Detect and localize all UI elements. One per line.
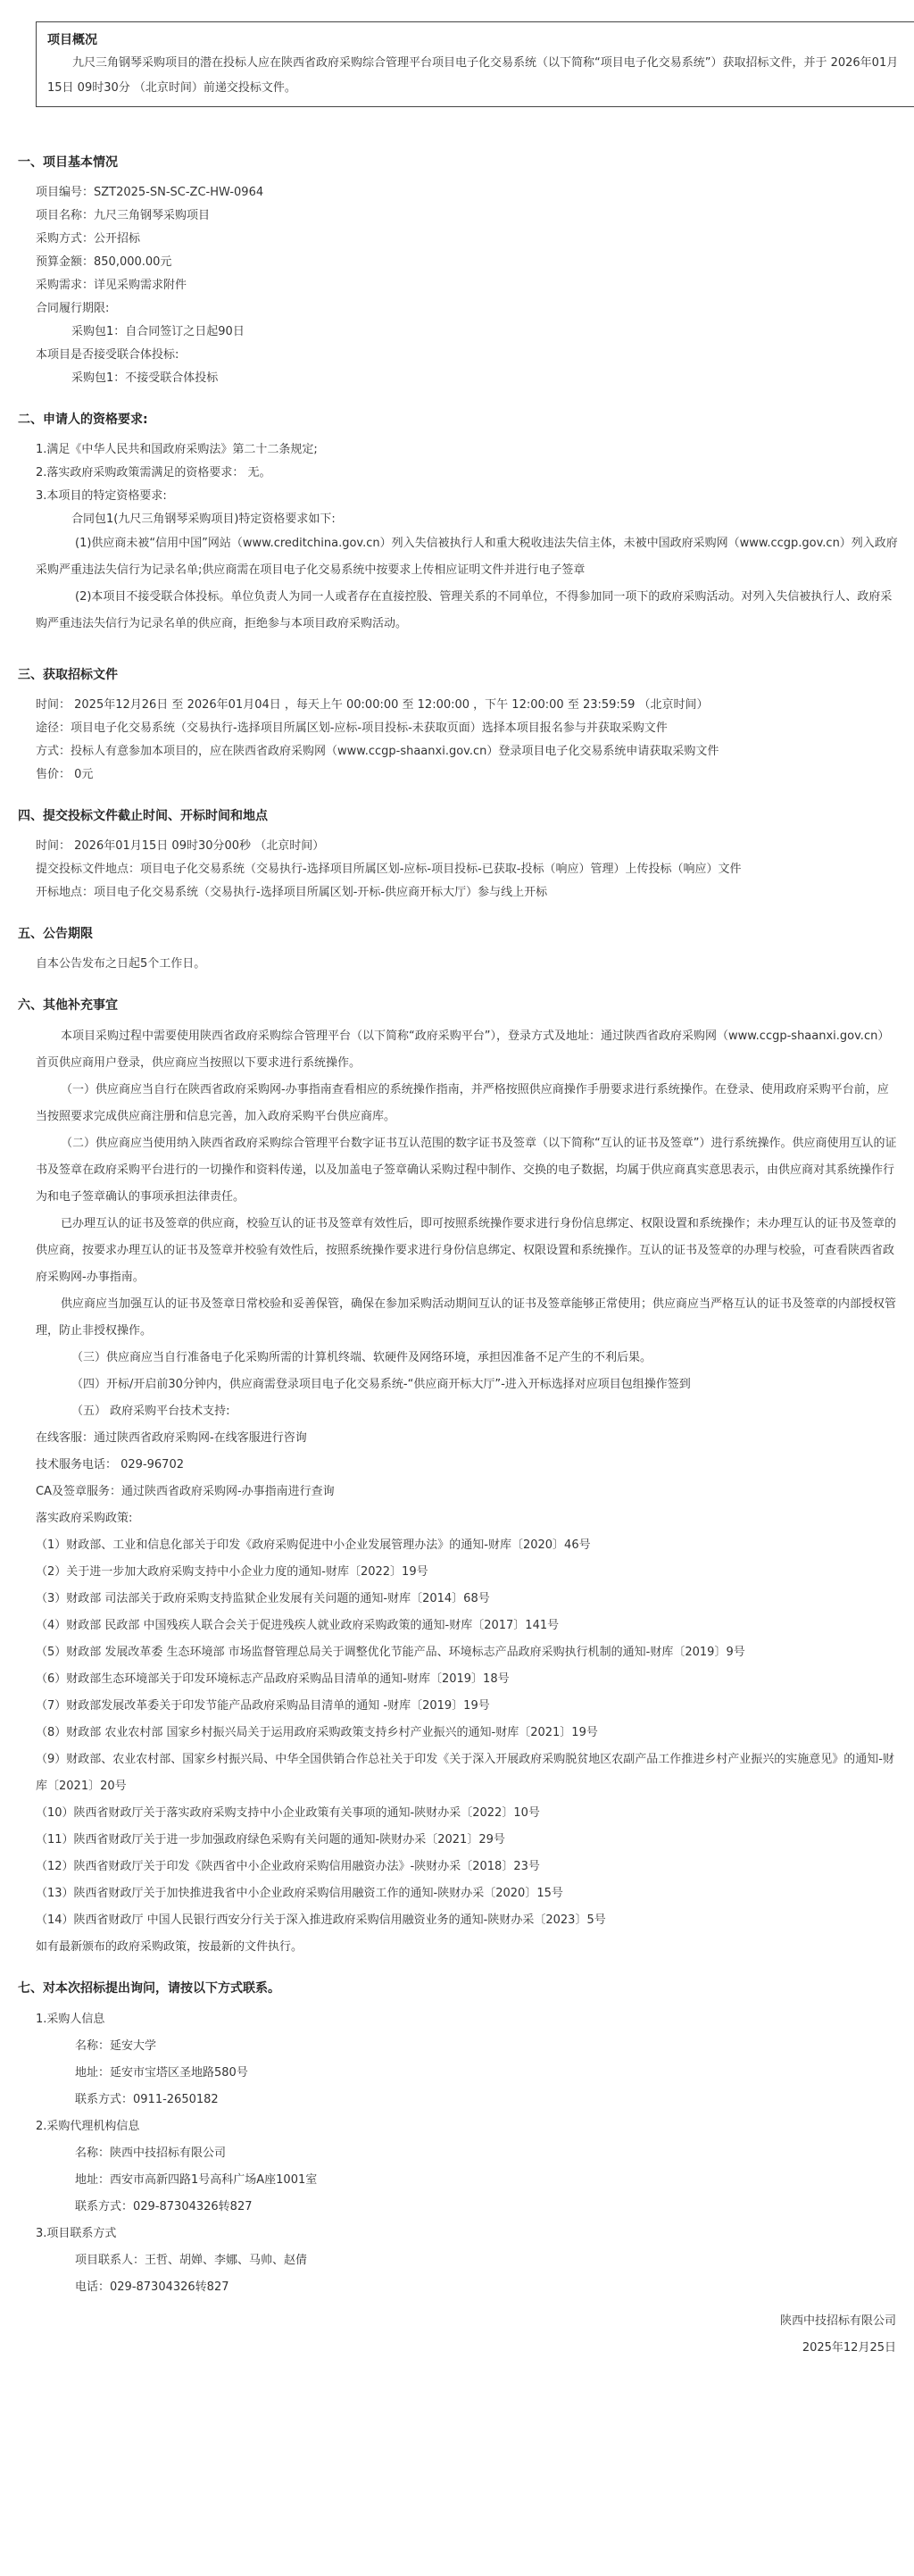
policy-item: （3）财政部 司法部关于政府采购支持监狱企业发展有关问题的通知-财库〔2014〕68号: [36, 1592, 490, 1605]
section-2-title: 二、申请人的资格要求:: [18, 413, 148, 427]
agent-name: 名称：陕西中技招标有限公司: [75, 2147, 227, 2160]
acquire-mode: 方式：投标人有意参加本项目的，应在陕西省政府采购网（www.ccgp-shaanxi.gov.cn）登录项目电子化交易系统申请获取采购文件: [36, 745, 719, 758]
submit-location: 提交投标文件地点：项目电子化交易系统（交易执行-选择项目所属区划-应标-项目投标-已获取-投标（响应）管理）上传投标（响应）文件: [36, 863, 742, 876]
policy-item: （5）财政部 发展改革委 生态环境部 市场监督管理总局关于调整优化节能产品、环境标志产品政府采购执行机制的通知-财库〔2019〕9号: [36, 1646, 745, 1659]
policy-item: （6）财政部生态环境部关于印发环境标志产品政府采购品目清单的通知-财库〔2019〕18号: [36, 1672, 510, 1686]
qualification-1: 1.满足《中华人民共和国政府采购法》第二十二条规定;: [36, 443, 318, 456]
project-code: 项目编号：SZT2025-SN-SC-ZC-HW-0964: [36, 186, 264, 199]
acquire-time: 时间： 2025年12月26日 至 2026年01月04日 ，每天上午 00:00:00 至 12:00:00 ，下午 12:00:00 至 23:59:59 （北京时间）: [36, 698, 709, 712]
section-4-title: 四、提交投标文件截止时间、开标时间和地点: [18, 809, 268, 823]
section-5-title: 五、公告期限: [18, 927, 93, 941]
section-6-title: 六、其他补充事宜: [18, 998, 118, 1013]
buyer-phone: 联系方式：0911-2650182: [75, 2093, 219, 2106]
supplement-item-5: （五） 政府采购平台技术支持:: [71, 1405, 230, 1418]
online-service: 在线客服：通过陕西省政府采购网-在线客服进行咨询: [36, 1431, 307, 1445]
acquire-way: 途径：项目电子化交易系统（交易执行-选择项目所属区划-应标-项目投标-未获取页面）选择本项目报名参与并获取采购文件: [36, 721, 668, 735]
policy-item: （10）陕西省财政厅关于落实政府采购支持中小企业政策有关事项的通知-陕财办采〔2022〕10号: [36, 1806, 540, 1820]
consortium-label: 本项目是否接受联合体投标:: [36, 348, 179, 362]
section-7-title: 七、对本次招标提出询问，请按以下方式联系。: [18, 1981, 280, 1996]
acquire-price: 售价： 0元: [36, 768, 94, 781]
budget-amount: 预算金额：850,000.00元: [36, 255, 172, 269]
package-qualification: 合同包1(九尺三角钢琴采购项目)特定资格要求如下:: [71, 513, 336, 526]
supplement-item-4: （四）开标/开启前30分钟内，供应商需登录项目电子化交易系统-“供应商开标大厅”-进入开标选择对应项目包组操作签到: [71, 1378, 691, 1391]
contact-phone: 电话：029-87304326转827: [75, 2280, 229, 2294]
policy-item: （11）陕西省财政厅关于进一步加强政府绿色采购有关问题的通知-陕财办采〔2021〕29号: [36, 1833, 505, 1847]
agent-title: 2.采购代理机构信息: [36, 2120, 140, 2133]
supplement-item-1: （一）供应商应当自行在陕西省政府采购网-办事指南查看相应的系统操作指南，并严格按照供应商操作手册要求进行系统操作。在登录、使用政府采购平台前，应当按照要求完成供应商注册和信息完善，加入政府采购平台供应商库。: [36, 1083, 889, 1123]
ca-service: CA及签章服务：通过陕西省政府采购网-办事指南进行查询: [36, 1485, 335, 1498]
overview-text: 九尺三角钢琴采购项目的潜在投标人应在陕西省政府采购综合管理平台项目电子化交易系统（以下简称“项目电子化交易系统”）获取招标文件，并于 2026年01月15日 09时30分 （北京时间）前递交投标文件。: [47, 56, 899, 95]
procurement-method: 采购方式：公开招标: [36, 232, 141, 246]
buyer-name: 名称：延安大学: [75, 2039, 157, 2053]
policy-item: （12）陕西省财政厅关于印发《陕西省中小企业政府采购信用融资办法》-陕财办采〔2018〕23号: [36, 1860, 540, 1873]
policy-item: （8）财政部 农业农村部 国家乡村振兴局关于运用政府采购政策支持乡村产业振兴的通知-财库〔2021〕19号: [36, 1726, 598, 1739]
project-overview-box: [36, 21, 914, 107]
qualification-credit: (1)供应商未被“信用中国”网站（www.creditchina.gov.cn）列入失信被执行人和重大税收违法失信主体，未被中国政府采购网（www.ccgp.gov.cn）列入政府采购严重违法失信行为记录名单;供应商需在项目电子化交易系统中按要求上传相应证明文件并进行电子签章: [36, 537, 898, 577]
supplement-certificate-keep: 供应商应当加强互认的证书及签章日常校验和妥善保管，确保在参加采购活动期间互认的证书及签章能够正常使用；供应商应当严格互认的证书及签章的内部授权管理，防止非授权操作。: [36, 1297, 897, 1338]
supplement-intro: 本项目采购过程中需要使用陕西省政府采购综合管理平台（以下简称“政府采购平台”），登录方式及地址：通过陕西省政府采购网（www.ccgp-shaanxi.gov.cn）首页供应商用户登录，供应商应当按照以下要求进行系统操作。: [36, 1030, 890, 1070]
buyer-title: 1.采购人信息: [36, 2013, 105, 2026]
notice-period: 自本公告发布之日起5个工作日。: [36, 957, 206, 971]
tech-service-phone: 技术服务电话： 029-96702: [36, 1458, 184, 1471]
section-1-title: 一、项目基本情况: [18, 155, 118, 170]
policy-item: （13）陕西省财政厅关于加快推进我省中小企业政府采购信用融资工作的通知-陕财办采〔2020〕15号: [36, 1887, 563, 1900]
contract-period-package: 采购包1：自合同签订之日起90日: [71, 325, 245, 338]
footer-date: 2025年12月25日: [802, 2341, 896, 2355]
policy-title: 落实政府采购政策:: [36, 1512, 133, 1525]
qualification-2: 2.落实政府采购政策需满足的资格要求： 无。: [36, 466, 271, 479]
policy-item: （1）财政部、工业和信息化部关于印发《政府采购促进中小企业发展管理办法》的通知-财库〔2020〕46号: [36, 1538, 591, 1552]
contract-period-label: 合同履行期限:: [36, 302, 110, 315]
policy-item: （9）财政部、农业农村部、国家乡村振兴局、中华全国供销合作总社关于印发《关于深入开展政府采购脱贫地区农副产品工作推进乡村产业振兴的实施意见》的通知-财库〔2021〕20号: [36, 1753, 894, 1793]
project-name: 项目名称：九尺三角钢琴采购项目: [36, 209, 211, 222]
supplement-item-2: （二）供应商应当使用纳入陕西省政府采购综合管理平台数字证书互认范围的数字证书及签章（以下简称“互认的证书及签章”）进行系统操作。供应商使用互认的证书及签章在政府采购平台进行的一切操作和资料传递，以及加盖电子签章确认采购过程中制作、交换的电子数据，均属于供应商真实意思表示，由供应商对其系统操作行为和电子签章确认的事项承担法律责任。: [36, 1137, 897, 1204]
qualification-consortium: (2)本项目不接受联合体投标。单位负责人为同一人或者存在直接控股、管理关系的不同单位，不得参加同一项下的政府采购活动。对列入失信被执行人、政府采购严重违法失信行为记录名单的供应商，拒绝参与本项目政府采购活动。: [36, 590, 893, 630]
policy-closing: 如有最新颁布的政府采购政策，按最新的文件执行。: [36, 1940, 303, 1954]
overview-title: 项目概况: [47, 33, 97, 47]
policy-item: （4）财政部 民政部 中国残疾人联合会关于促进残疾人就业政府采购政策的通知-财库〔2017〕141号: [36, 1619, 560, 1632]
agent-phone: 联系方式：029-87304326转827: [75, 2200, 253, 2213]
contact-title: 3.项目联系方式: [36, 2227, 117, 2240]
agent-address: 地址：西安市高新四路1号高科广场A座1001室: [75, 2173, 318, 2187]
opening-location: 开标地点：项目电子化交易系统（交易执行-选择项目所属区划-开标-供应商开标大厅）参与线上开标: [36, 886, 548, 899]
consortium-package: 采购包1：不接受联合体投标: [71, 371, 219, 385]
contact-people: 项目联系人：王哲、胡婵、李娜、马帅、赵倩: [75, 2254, 308, 2267]
policy-item: （7）财政部发展改革委关于印发节能产品政府采购品目清单的通知 -财库〔2019〕19号: [36, 1699, 490, 1713]
supplement-certificate: 已办理互认的证书及签章的供应商，校验互认的证书及签章有效性后，即可按照系统操作要求进行身份信息绑定、权限设置和系统操作；未办理互认的证书及签章的供应商，按要求办理互认的证书及签章并校验有效性后，按照系统操作要求进行身份信息绑定、权限设置和系统操作。互认的证书及签章的办理与校验，可查看陕西省政府采购网-办事指南。: [36, 1217, 897, 1284]
policy-item: （2）关于进一步加大政府采购支持中小企业力度的通知-财库〔2022〕19号: [36, 1565, 428, 1579]
procurement-needs: 采购需求：详见采购需求附件: [36, 279, 187, 292]
policy-item: （14）陕西省财政厅 中国人民银行西安分行关于深入推进政府采购信用融资业务的通知-陕财办采〔2023〕5号: [36, 1913, 606, 1927]
buyer-address: 地址：延安市宝塔区圣地路580号: [75, 2066, 248, 2080]
qualification-3: 3.本项目的特定资格要求:: [36, 489, 167, 503]
supplement-item-3: （三）供应商应当自行准备电子化采购所需的计算机终端、软硬件及网络环境，承担因准备不足产生的不利后果。: [71, 1351, 652, 1364]
footer-organization: 陕西中技招标有限公司: [779, 2314, 896, 2328]
deadline-time: 时间： 2026年01月15日 09时30分00秒 （北京时间）: [36, 839, 325, 853]
section-3-title: 三、获取招标文件: [18, 668, 118, 682]
